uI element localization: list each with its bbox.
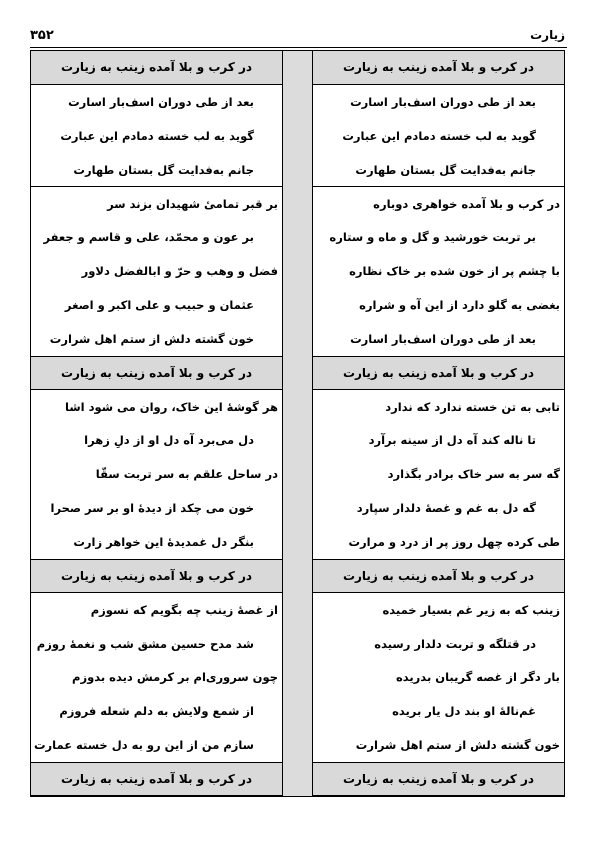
right-verse-line: در کرب و بلا آمده خواهری دوباره <box>313 186 564 220</box>
left-verse-line: بر عون و محمّد، علی و قاسم و جعفر <box>43 230 254 245</box>
right-verse-line: بر تربت خورشید و گل و ماه و ستاره <box>329 230 536 245</box>
right-verse-line: گه سر به سر خاک برادر بگذارد <box>387 467 560 482</box>
left-verse-line: گوید به لب خسته دمادم این عبارت <box>60 128 254 143</box>
right-verse-line: طی کرده چهل روز پر از درد و مرارت <box>348 534 560 549</box>
right-verse-line: بعد از طی دوران اسف‌بار اسارت <box>350 331 536 346</box>
right-refrain-row: در کرب و بلا آمده زینب به زیارت <box>313 559 564 593</box>
left-verse-line: در ساحل علقم به سر تربت سقّا <box>95 467 278 482</box>
left-verse-line: بعد از طی دوران اسف‌بار اسارت <box>68 94 254 109</box>
right-verse-line: تا ناله کند آه دل از سینه برآرد <box>368 433 536 448</box>
left-verse-line: بنگر دل غمدیدهٔ این خواهر زارت <box>73 534 254 549</box>
left-verse-line: خون گشته دلش از ستم اهل شرارت <box>49 331 254 346</box>
left-verse-line: از غصهٔ زینب چه بگویم که نسوزم <box>90 602 278 617</box>
left-verse-line: بر قبر تمامیٔ شهیدان بزند سر <box>31 186 282 220</box>
column-gutter <box>282 51 313 796</box>
left-verse-line: فضل و وهب و حرّ و ابالفضل دلاور <box>81 264 278 279</box>
left-column <box>31 51 282 796</box>
left-verse-line: جانم به‌فدایت گل بستان طهارت <box>73 162 254 177</box>
left-refrain-row: در کرب و بلا آمده زینب به زیارت <box>31 762 282 796</box>
left-verse-line: هر گوشهٔ این خاک، روان می شود اشا <box>65 399 278 414</box>
left-verse-line: شد مدح حسین مشق شب و نغمهٔ روزم <box>36 636 254 651</box>
right-verse-line: تابی به تن خسته ندارد که ندارد <box>385 399 560 414</box>
left-refrain-row: در کرب و بلا آمده زینب به زیارت <box>31 51 282 85</box>
poem-table <box>30 50 565 797</box>
section-title: زیارت <box>530 28 565 42</box>
right-refrain-row: در کرب و بلا آمده زینب به زیارت <box>313 356 564 390</box>
right-verse-line: بار دگر از غصه گریبان بدریده <box>395 670 560 685</box>
header-rule <box>30 47 567 48</box>
page-header <box>30 28 565 46</box>
page-number: ۳۵۲ <box>30 28 54 43</box>
right-verse-line: غم‌نالهٔ او بند دل یار بریده <box>392 704 536 719</box>
left-verse-line: دل می‌برد آه دل او از دلِ زهرا <box>84 433 254 448</box>
right-verse-line: بعد از طی دوران اسف‌بار اسارت <box>350 94 536 109</box>
right-verse-line: جانم به‌فدایت گل بستان طهارت <box>355 162 536 177</box>
left-verse-line: چون سروری‌ام بر کرمش دیده بدوزم <box>72 670 278 685</box>
right-verse-line: گوید به لب خسته دمادم این عبارت <box>342 128 536 143</box>
left-verse-line: از شمع ولایش به دلم شعله فروزم <box>59 704 254 719</box>
left-refrain-row: در کرب و بلا آمده زینب به زیارت <box>31 356 282 390</box>
right-column <box>313 51 564 796</box>
right-verse-line: با چشم پر از خون شده بر خاک نظاره <box>349 264 560 279</box>
right-verse-line: بغضی به گلو دارد از این آه و شراره <box>359 297 560 312</box>
right-verse-line: در قتلگه و تربت دلدار رسیده <box>374 636 536 651</box>
right-refrain-row: در کرب و بلا آمده زینب به زیارت <box>313 51 564 85</box>
right-verse-line: گه دل به غم و غصهٔ دلدار سپارد <box>356 501 536 516</box>
right-verse-line: خون گشته دلش از ستم اهل شرارت <box>355 738 560 753</box>
left-verse-line: عثمان و حبیب و علی اکبر و اصغر <box>64 297 254 312</box>
left-verse-line: سازم من از این رو به دل خسته عمارت <box>33 738 254 753</box>
right-verse-line: زینب که به زیر غم بسیار خمیده <box>382 602 560 617</box>
left-verse-line: خون می چکد از دیدهٔ او بر سر صحرا <box>50 501 254 516</box>
right-refrain-row: در کرب و بلا آمده زینب به زیارت <box>313 762 564 796</box>
left-refrain-row: در کرب و بلا آمده زینب به زیارت <box>31 559 282 593</box>
